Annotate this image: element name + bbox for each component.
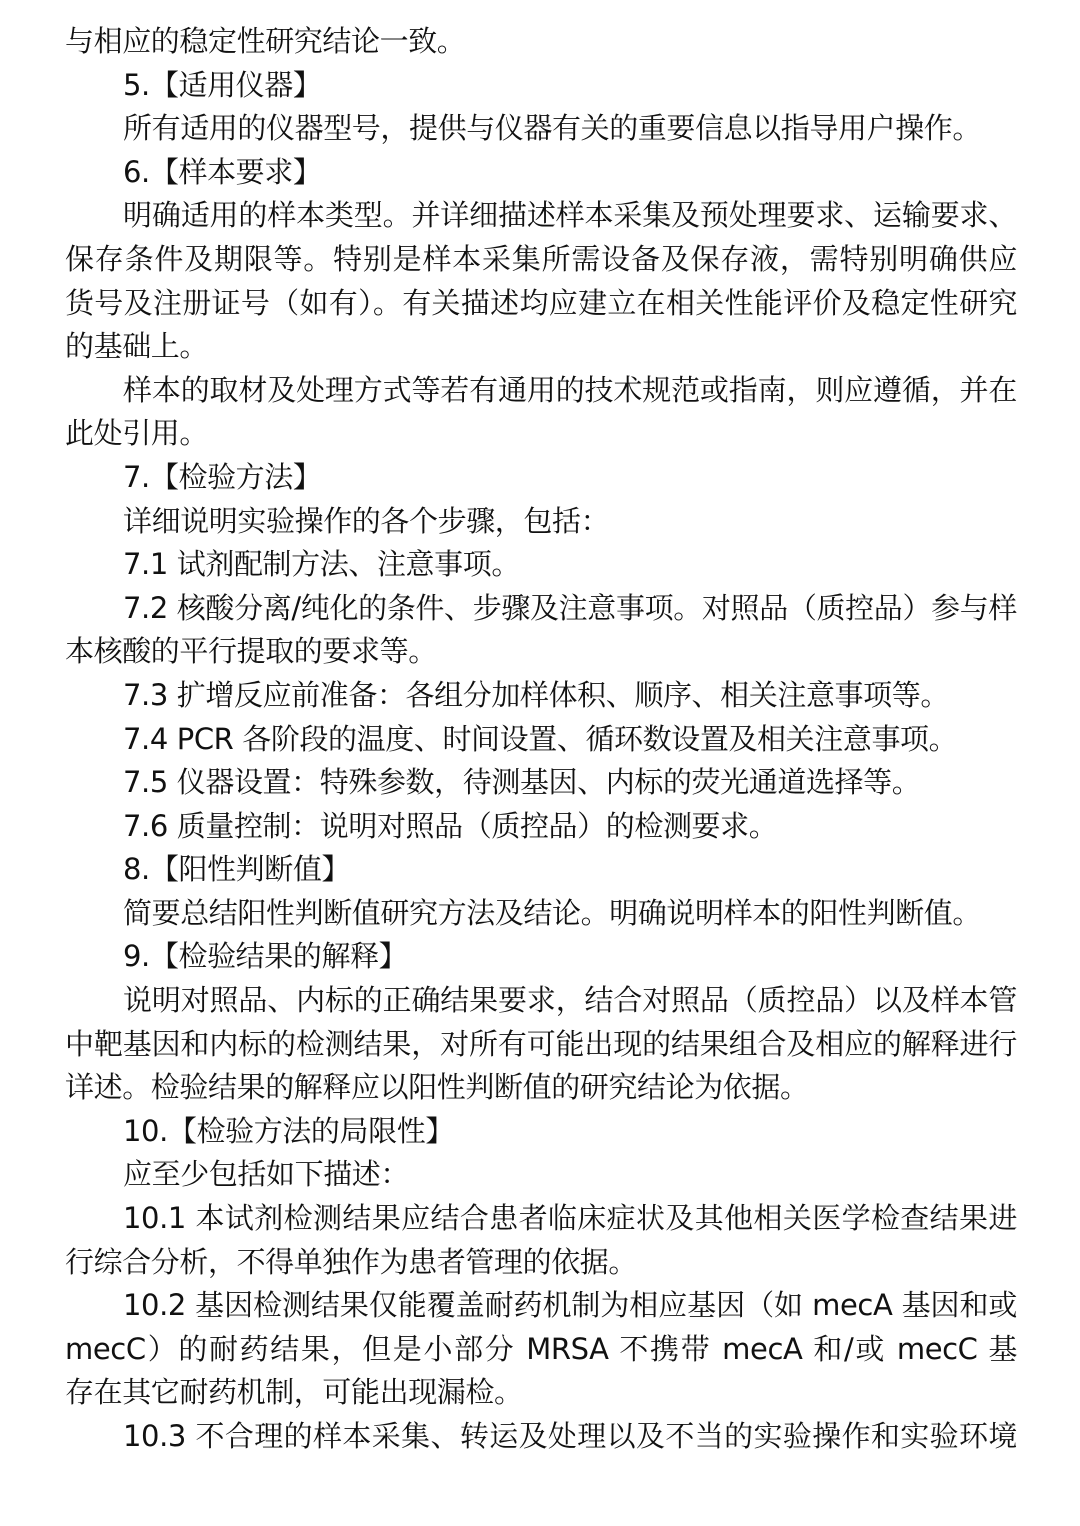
text-line: 简要总结阳性判断值研究方法及结论。明确说明样本的阳性判断值。 bbox=[123, 895, 982, 930]
text-line: 明确适用的样本类型。并详细描述样本采集及预处理要求、运输要求、 bbox=[123, 198, 1017, 233]
text-line: 此处引用。 bbox=[65, 416, 209, 451]
text-line: 所有适用的仪器型号，提供与仪器有关的重要信息以指导用户操作。 bbox=[123, 111, 982, 146]
text-line: 保存条件及期限等。特别是样本采集所需设备及保存液，需特别明确供应 bbox=[65, 241, 1017, 276]
text-line: 的基础上。 bbox=[65, 329, 209, 364]
text-line: 中靶基因和内标的检测结果，对所有可能出现的结果组合及相应的解释进行 bbox=[65, 1026, 1017, 1061]
text-line: 说明对照品、内标的正确结果要求，结合对照品（质控品）以及样本管 bbox=[123, 983, 1017, 1018]
text-line: 8.【阳性判断值】 bbox=[123, 852, 351, 887]
text-line: 本核酸的平行提取的要求等。 bbox=[65, 634, 437, 669]
text-line: 样本的取材及处理方式等若有通用的技术规范或指南，则应遵循，并在 bbox=[123, 372, 1017, 407]
text-line: mecC）的耐药结果，但是小部分 MRSA 不携带 mecA 和/或 mecC 基 bbox=[65, 1331, 1017, 1366]
text-line: 6.【样本要求】 bbox=[123, 154, 322, 189]
text-line: 详细说明实验操作的各个步骤，包括： bbox=[123, 503, 610, 538]
document-page bbox=[65, 20, 1017, 1459]
text-line: 与相应的稳定性研究结论一致。 bbox=[65, 24, 466, 58]
text-line: 存在其它耐药机制，可能出现漏检。 bbox=[65, 1375, 523, 1410]
text-line: 10.【检验方法的局限性】 bbox=[123, 1113, 454, 1148]
text-line: 货号及注册证号（如有）。有关描述均应建立在相关性能评价及稳定性研究 bbox=[65, 285, 1017, 320]
text-line: 7.3 扩增反应前准备：各组分加样体积、顺序、相关注意事项等。 bbox=[123, 677, 949, 712]
text-line: 7.1 试剂配制方法、注意事项。 bbox=[123, 547, 520, 582]
text-line: 应至少包括如下描述： bbox=[123, 1157, 410, 1192]
text-line: 行综合分析，不得单独作为患者管理的依据。 bbox=[65, 1244, 638, 1279]
text-line: 7.6 质量控制：说明对照品（质控品）的检测要求。 bbox=[123, 808, 778, 843]
text-line: 详述。检验结果的解释应以阳性判断值的研究结论为依据。 bbox=[65, 1070, 809, 1105]
text-line: 10.2 基因检测结果仅能覆盖耐药机制为相应基因（如 mecA 基因和或 bbox=[123, 1288, 1017, 1323]
text-line: 10.1 本试剂检测结果应结合患者临床症状及其他相关医学检查结果进 bbox=[123, 1201, 1017, 1236]
text-line: 7.5 仪器设置：特殊参数，待测基因、内标的荧光通道选择等。 bbox=[123, 765, 921, 800]
text-line: 7.4 PCR 各阶段的温度、时间设置、循环数设置及相关注意事项。 bbox=[123, 721, 958, 756]
text-line: 7.【检验方法】 bbox=[123, 459, 322, 494]
text-line: 7.2 核酸分离/纯化的条件、步骤及注意事项。对照品（质控品）参与样 bbox=[123, 590, 1017, 625]
text-line: 5.【适用仪器】 bbox=[123, 67, 322, 102]
text-line: 9.【检验结果的解释】 bbox=[123, 939, 408, 974]
text-line: 10.3 不合理的样本采集、转运及处理以及不当的实验操作和实验环境 bbox=[123, 1419, 1017, 1453]
